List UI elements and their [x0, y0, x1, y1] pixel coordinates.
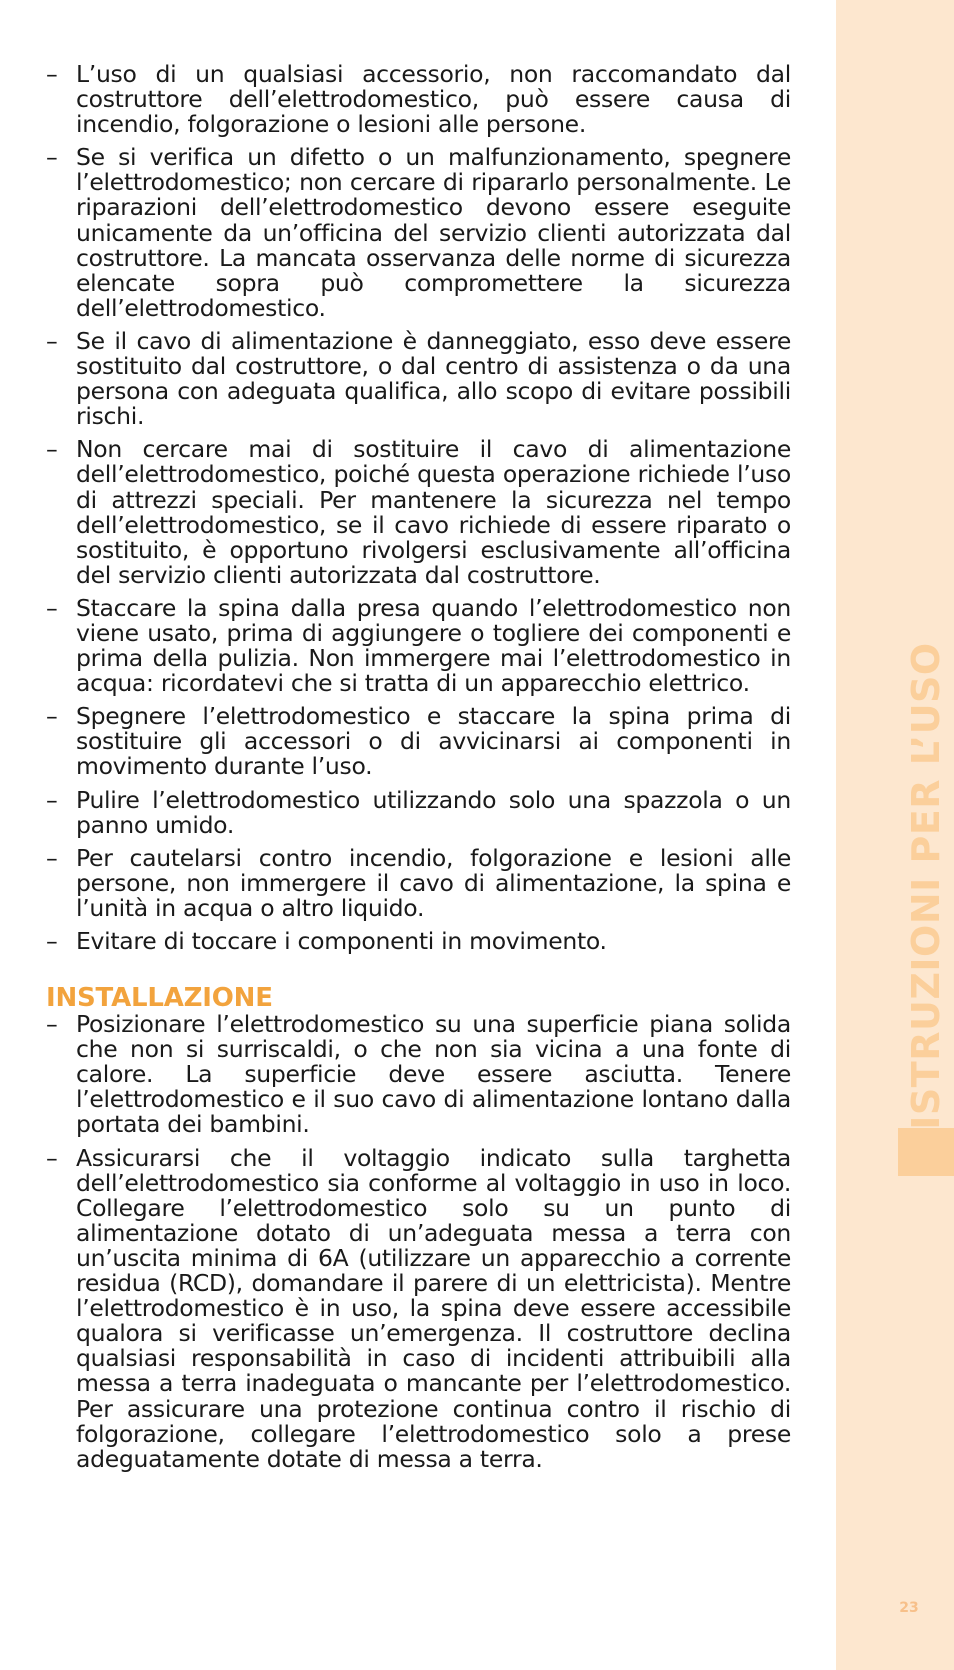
dash-bullet: – — [46, 927, 58, 955]
list-item-text: Non cercare mai di sostituire il cavo di alimentazione dell’elettrodomestico, poiché questa operazione richiede l’uso di attrezzi speciali. Per mantenere la sicurezza nel tempo dell’elettrodomestico, se il cavo richiede di essere riparato o sostituito, è opportuno rivolgersi esclusivamente all’officina del servizio clienti autorizzata dal costruttore. — [76, 435, 791, 589]
list-item — [46, 704, 791, 779]
list-item — [46, 326, 791, 431]
dash-bullet: – — [46, 702, 58, 731]
dash-bullet: – — [46, 1143, 58, 1172]
list-item-text: Evitare di toccare i componenti in movimento. — [76, 927, 607, 955]
list-item-text: Se si verifica un difetto o un malfunzionamento, spegnere l’elettrodomestico; non cercare di ripararlo personalmente. Le riparazioni dell’elettrodomestico devono essere eseguite unicamente da un’officina del servizio clienti autorizzata dal costruttore. La mancata osservanza delle norme di sicurezza elencate sopra può compromettere la sicurezza dell’elettrodomestico. — [76, 143, 791, 322]
list-item-text: L’uso di un qualsiasi accessorio, non raccomandato dal costruttore dell’elettrodomestico, può essere causa di incendio, folgorazione o lesioni alle persone. — [76, 60, 791, 139]
dash-bullet: – — [46, 326, 58, 355]
list-item-text: Assicurarsi che il voltaggio indicato sulla targhetta dell’elettrodomestico sia conforme al voltaggio in uso in loco. Collegare l’elettrodomestico solo su un punto di alimentazione dotato di un’adeguata messa a terra con un’uscita minima di 6A (utilizzare un apparecchio a corrente residua (RCD), domandare il parere di un elettricista). Mentre l’elettrodomestico è in uso, la spina deve essere accessibile qualora si verificasse un’emergenza. Il costruttore declina qualsiasi responsabilità in caso di incidenti attribuibili alla messa a terra inadeguata o mancante per l’elettrodomestico. Per assicurare una protezione continua contro il rischio di folgorazione, collegare l’elettrodomestico solo a prese adeguatamente dotate di messa a terra. — [76, 1143, 791, 1473]
list-item — [46, 929, 791, 954]
section-heading: INSTALLAZIONE — [46, 983, 273, 1014]
list-item — [46, 1012, 791, 1137]
list-item-text: Posizionare l’elettrodomestico su una superficie piana solida che non si surriscaldi, o che non sia vicina a una fonte di calore. La superficie deve essere asciutta. Tenere l’elettrodomestico e il suo cavo di alimentazione lontano dalla portata dei bambini. — [76, 1010, 791, 1139]
list-item — [46, 437, 791, 588]
list-item — [46, 843, 791, 922]
list-item — [46, 62, 791, 137]
list-item — [46, 1143, 791, 1473]
list-item — [46, 785, 791, 839]
list-item — [46, 145, 791, 321]
list-item-text: Per cautelarsi contro incendio, folgorazione e lesioni alle persone, non immergere il cavo di alimentazione, la spina e l’unità in acqua o altro liquido. — [76, 843, 791, 922]
list-item-text: Pulire l’elettrodomestico utilizzando solo una spazzola o un panno umido. — [76, 785, 791, 839]
dash-bullet: – — [46, 60, 58, 88]
dash-bullet: – — [46, 435, 58, 464]
list-item — [46, 593, 791, 698]
list-item-text: Spegnere l’elettrodomestico e staccare la spina prima di sostituire gli accessori o di avvicinarsi ai componenti in movimento durante l’uso. — [76, 702, 791, 781]
page-number: 23 — [899, 1600, 919, 1616]
dash-bullet: – — [46, 785, 58, 814]
sidebar-section-title: ISTRUZIONI PER L’USO — [904, 642, 948, 1130]
sidebar-tab-marker — [898, 1128, 954, 1176]
list-item-text: Staccare la spina dalla presa quando l’elettrodomestico non viene usato, prima di aggiungere o togliere dei componenti e prima della pulizia. Non immergere mai l’elettrodomestico in acqua: ricordatevi che si tratta di un apparecchio elettrico. — [76, 593, 791, 698]
main-content — [46, 62, 791, 1480]
dash-bullet: – — [46, 593, 58, 622]
dash-bullet: – — [46, 143, 58, 172]
dash-bullet: – — [46, 1010, 58, 1039]
dash-bullet: – — [46, 843, 58, 872]
list-item-text: Se il cavo di alimentazione è danneggiato, esso deve essere sostituito dal costruttore, o dal centro di assistenza o da una persona con adeguata qualifica, allo scopo di evitare possibili rischi. — [76, 326, 791, 431]
